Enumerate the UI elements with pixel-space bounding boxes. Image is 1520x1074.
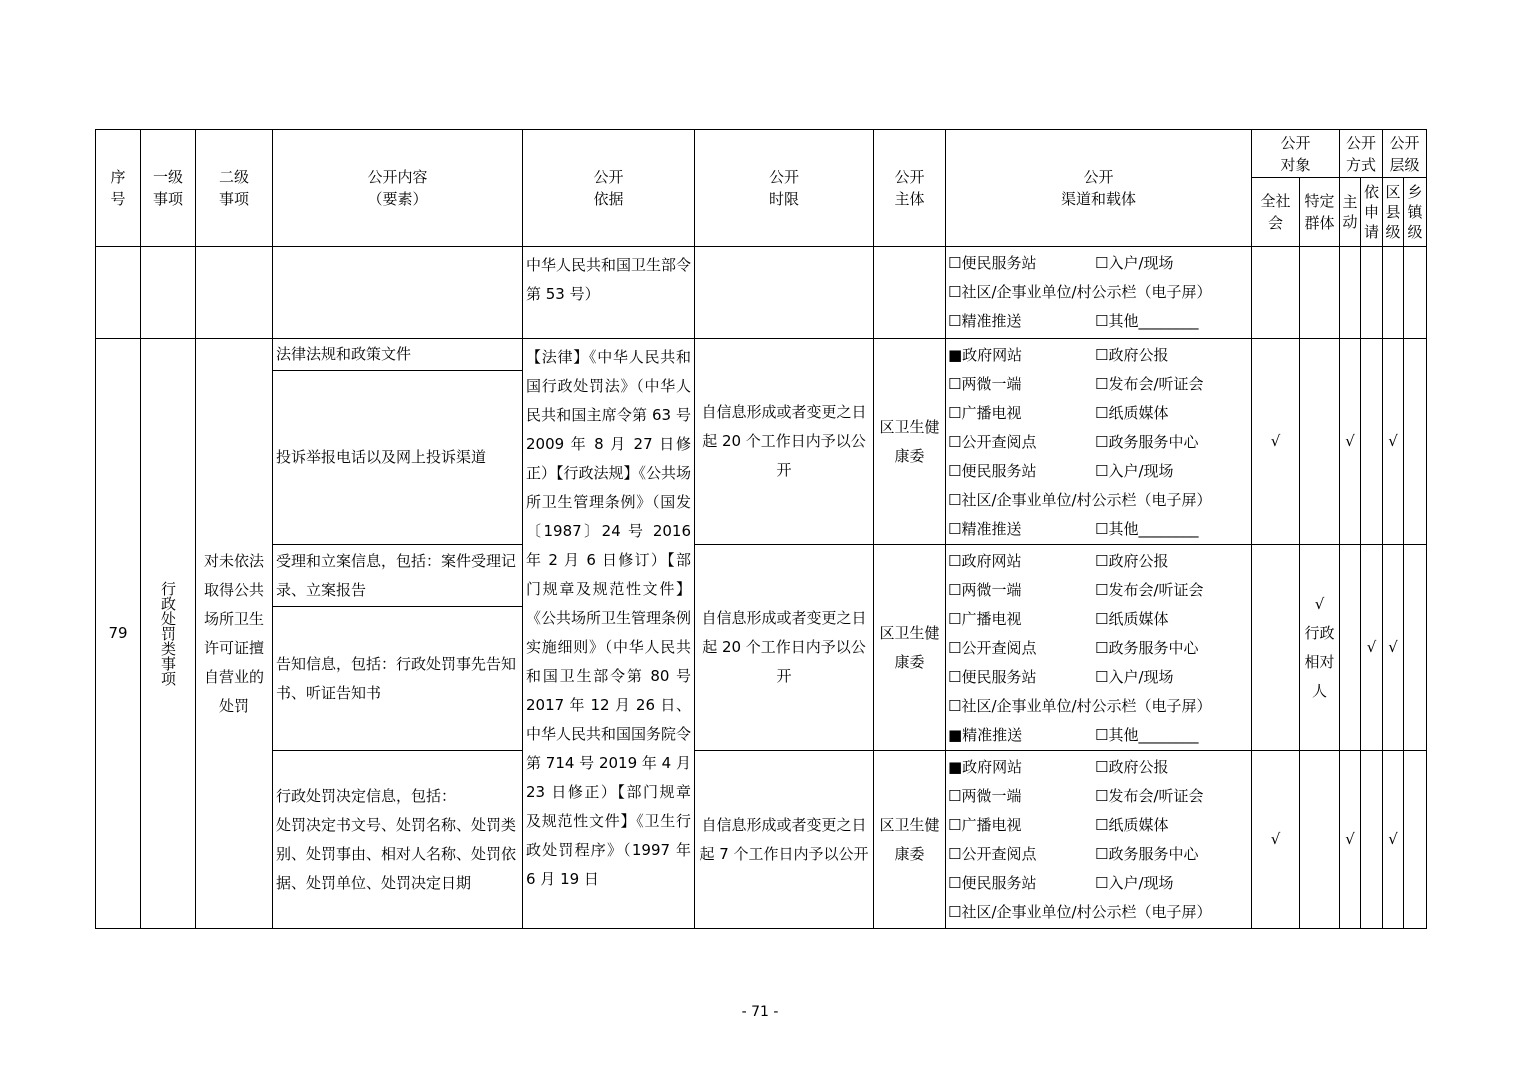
header-active: 主 动: [1340, 178, 1361, 247]
channels-cell: ☐政府网站 ☐政府公报 ☐两微一端 ☐发布会/听证会 ☐广播电视 ☐纸质媒体 ☐公开查阅点 ☐政务服务中心 ☐便民服务站 ☐入户/现场 ☐社区/企事业单位/村公示栏（电子屏） ■精准推送 ☐其他________: [946, 545, 1252, 751]
header-district: 区 县 级: [1383, 178, 1404, 247]
active-mark: √: [1340, 751, 1361, 929]
header-row-1: [96, 130, 1427, 178]
header-all-society: 全社 会: [1252, 178, 1300, 247]
district-mark: √: [1383, 751, 1404, 929]
continuation-basis: 中华人民共和国卫生部令第 53 号）: [523, 247, 695, 339]
district-mark: √: [1383, 545, 1404, 751]
header-level1: 一级 事项: [141, 130, 196, 247]
header-subject: 公开 主体: [874, 130, 946, 247]
subject-cell: 区卫生健康委: [874, 751, 946, 929]
continuation-row: [96, 247, 1427, 339]
district-mark: √: [1383, 339, 1404, 545]
time-cell: 自信息形成或者变更之日起 20 个工作日内予以公开: [695, 339, 874, 545]
specific-group-mark: √ 行政 相对 人: [1300, 545, 1340, 751]
town-mark: [1404, 545, 1427, 751]
item-level1: 行政处罚类事项: [141, 339, 196, 929]
time-cell: 自信息形成或者变更之日起 20 个工作日内予以公开: [695, 545, 874, 751]
content-cell: 投诉举报电话以及网上投诉渠道: [273, 371, 523, 545]
active-mark: √: [1340, 339, 1361, 545]
specific-group-mark: [1300, 339, 1340, 545]
item-seq: 79: [96, 339, 141, 929]
header-seq: 序 号: [96, 130, 141, 247]
content-cell: 行政处罚决定信息，包括： 处罚决定书文号、处罚名称、处罚类别、处罚事由、相对人名称、处罚依据、处罚单位、处罚决定日期: [273, 751, 523, 929]
subject-cell: 区卫生健康委: [874, 545, 946, 751]
header-level2: 二级 事项: [196, 130, 273, 247]
all-society-mark: [1252, 545, 1300, 751]
header-time: 公开 时限: [695, 130, 874, 247]
item-basis: 【法律】《中华人民共和国行政处罚法》（中华人民共和国主席令第 63 号 2009 年 8 月 27 日修正）【行政法规】《公共场所卫生管理条例》（国发〔1987〕24 号 2016 年 2 月 6 日修订）【部门规章及规范性文件】《公共场所卫生管理条例实施细则》（中华人民共和国卫生部令第 80 号 2017 年 12 月 26 日、中华人民共和国国务院令第 714 号 2019 年 4 月 23 日修正）【部门规章及规范性文件】《卫生行政处罚程序》（1997 年 6 月 19 日: [523, 339, 695, 929]
content-cell: 法律法规和政策文件: [273, 339, 523, 371]
channels-cell: ■政府网站 ☐政府公报 ☐两微一端 ☐发布会/听证会 ☐广播电视 ☐纸质媒体 ☐公开查阅点 ☐政务服务中心 ☐便民服务站 ☐入户/现场 ☐社区/企事业单位/村公示栏（电子屏）: [946, 751, 1252, 929]
content-cell: 受理和立案信息，包括：案件受理记录、立案报告: [273, 545, 523, 607]
active-mark: [1340, 545, 1361, 751]
header-specific-group: 特定 群体: [1300, 178, 1340, 247]
town-mark: [1404, 751, 1427, 929]
all-society-mark: √: [1252, 339, 1300, 545]
header-basis: 公开 依据: [523, 130, 695, 247]
disclosure-table: [95, 129, 1427, 929]
content-cell: 告知信息，包括：行政处罚事先告知书、听证告知书: [273, 607, 523, 751]
header-town: 乡 镇 级: [1404, 178, 1427, 247]
all-society-mark: √: [1252, 751, 1300, 929]
header-channel: 公开 渠道和载体: [946, 130, 1252, 247]
channels-cell: ■政府网站 ☐政府公报 ☐两微一端 ☐发布会/听证会 ☐广播电视 ☐纸质媒体 ☐公开查阅点 ☐政务服务中心 ☐便民服务站 ☐入户/现场 ☐社区/企事业单位/村公示栏（电子屏） ☐精准推送 ☐其他________: [946, 339, 1252, 545]
on-request-mark: [1361, 751, 1383, 929]
table-row: [96, 751, 1427, 929]
page-number: - 71 -: [741, 1004, 779, 1020]
on-request-mark: [1361, 339, 1383, 545]
table-row: [96, 545, 1427, 607]
specific-group-mark: [1300, 751, 1340, 929]
table-row: [96, 339, 1427, 371]
subject-cell: 区卫生健康委: [874, 339, 946, 545]
header-level: 公开 层级: [1383, 130, 1427, 178]
time-cell: 自信息形成或者变更之日起 7 个工作日内予以公开: [695, 751, 874, 929]
header-content: 公开内容 （要素）: [273, 130, 523, 247]
continuation-channels: ☐便民服务站 ☐入户/现场 ☐社区/企事业单位/村公示栏（电子屏） ☐精准推送 ☐其他________: [946, 247, 1252, 339]
header-method: 公开 方式: [1340, 130, 1383, 178]
item-level2: 对未依法取得公共场所卫生许可证擅自营业的处罚: [196, 339, 273, 929]
header-target: 公开 对象: [1252, 130, 1340, 178]
town-mark: [1404, 339, 1427, 545]
header-on-request: 依 申 请: [1361, 178, 1383, 247]
on-request-mark: √: [1361, 545, 1383, 751]
